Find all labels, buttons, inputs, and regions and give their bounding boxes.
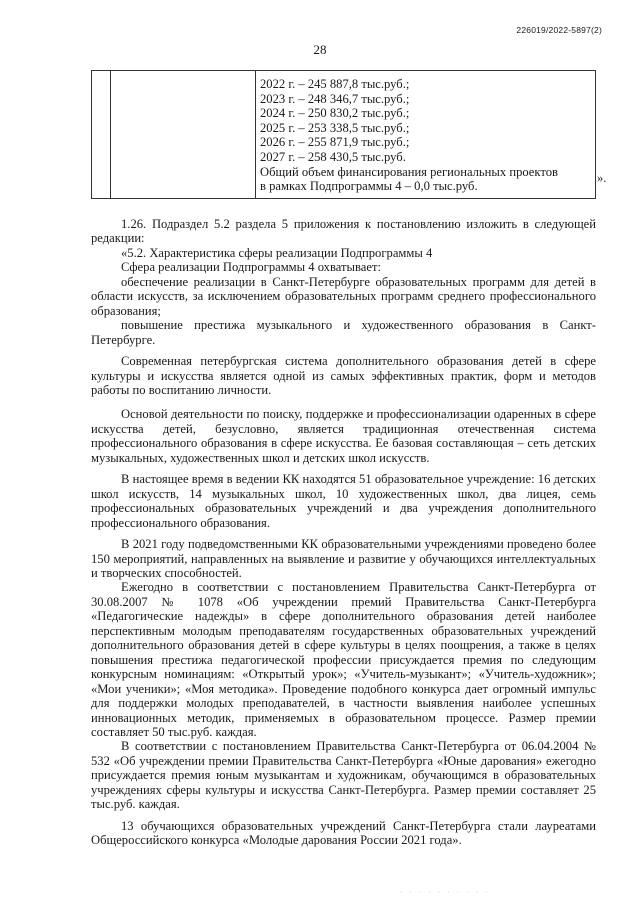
table-cell-empty [92, 71, 111, 199]
paragraph-events: В 2021 году подведомственными КК образовательными учреждениями проведено более 150 мероприятий, направленных на выявление и развитие у обучающихся интеллектуальных и творческих способностей. [91, 537, 596, 580]
financing-line-2025: 2025 г. – 253 338,5 тыс.руб.; [260, 120, 410, 135]
financing-cell [256, 71, 596, 199]
financing-table [91, 70, 596, 199]
paragraph-scope-item-2: повышение престижа музыкального и художественного образования в Санкт-Петербурге. [91, 318, 596, 347]
closing-quote-mark: ». [597, 171, 607, 185]
financing-line-2026: 2026 г. – 255 871,9 тыс.руб.; [260, 135, 410, 150]
document-body [91, 210, 596, 848]
financing-line-2027: 2027 г. – 258 430,5 тыс.руб. [260, 149, 406, 164]
paragraph-scope-intro: Сфера реализации Подпрограммы 4 охватывает: [121, 260, 381, 275]
page-number: 28 [313, 42, 327, 57]
paragraph-award-1078: Ежегодно в соответствии с постановлением Правительства Санкт-Петербурга от 30.08.2007 № 1078 «Об учреждении премий Правительства Санкт-Петербурга «Педагогические надежды» в сфере дополнительного образования детей наиболее перспективным молодым преподавателям государственных образовательных учреждений дополнительного образования детей в сфере культуры в целях поощрения, а также в целях повышения престижа педагогической профессии присуждается премия по следующим конкурсным номинациям: «Открытый урок»; «Учитель-музыкант»; «Учитель-художник»; «Мои ученики»; «Моя методика». Проведение подобного конкурса дает огромный импульс для поддержки молодых преподавателей, в частности выявления наиболее успешных инновационных методик, применяемых в образовательном процессе. Размер премии составляет 50 тыс.руб. каждая. [91, 580, 596, 739]
table-cell-empty [111, 71, 256, 199]
financing-total-line-1: Общий объем финансирования региональных проектов [260, 164, 558, 179]
paragraph-system: Современная петербургская система дополнительного образования детей в сфере культуры и искусства является одной из самых эффективных практик, форм и методов работы по воспитанию личности. [91, 354, 596, 397]
paragraph-laureates: 13 обучающихся образовательных учреждений Санкт-Петербурга стали лауреатами Общероссийского конкурса «Молодые дарования России 2021 года». [91, 818, 596, 848]
financing-line-2023: 2023 г. – 248 346,7 тыс.руб.; [260, 91, 410, 106]
document-id: 226019/2022-5897(2) [516, 25, 602, 35]
paragraph-award-532: В соответствии с постановлением Правительства Санкт-Петербурга от 06.04.2004 № 532 «Об учреждении премии Правительства Санкт-Петербурга «Юные дарования» ежегодно присуждается премия юным музыкантам и художникам, обучающимся в образовательных учреждениях сферы культуры и искусства Санкт-Петербурга. Размер премии составляет 25 тыс.руб. каждая. [91, 739, 596, 812]
financing-line-2022: 2022 г. – 245 887,8 тыс.руб.; [260, 77, 410, 91]
paragraph-1-26: 1.26. Подраздел 5.2 раздела 5 приложения к постановлению изложить в следующей редакции: [91, 217, 596, 246]
scan-stamp-artifact: · · · · · · · · · · [400, 890, 491, 894]
paragraph-scope-item-1: обеспечение реализации в Санкт-Петербурге образовательных программ для детей в области искусств, за исключением образовательных программ среднего профессионального образования; [91, 274, 596, 318]
financing-line-2024: 2024 г. – 250 830,2 тыс.руб.; [260, 106, 410, 121]
table-row [92, 71, 596, 199]
paragraph-basis: Основой деятельности по поиску, поддержке и профессионализации одаренных в сфере искусства детей, безусловно, является традиционная отечественная система профессионального образования в сфере искусства. Ее базовая составляющая – сеть детских музыкальных, художественных школ и детских школ искусств. [91, 407, 596, 465]
section-heading: «5.2. Характеристика сферы реализации Подпрограммы 4 [121, 245, 433, 260]
financing-total-line-2: в рамках Подпрограммы 4 – 0,0 тыс.руб. [260, 179, 478, 194]
paragraph-institutions: В настоящее время в ведении КК находятся 51 образовательное учреждение: 16 детских школ искусств, 14 музыкальных школ, 10 художественных школ, два лицея, семь профессиональных образовательных учреждений и два учреждения дополнительного профессионального образования. [91, 472, 596, 530]
